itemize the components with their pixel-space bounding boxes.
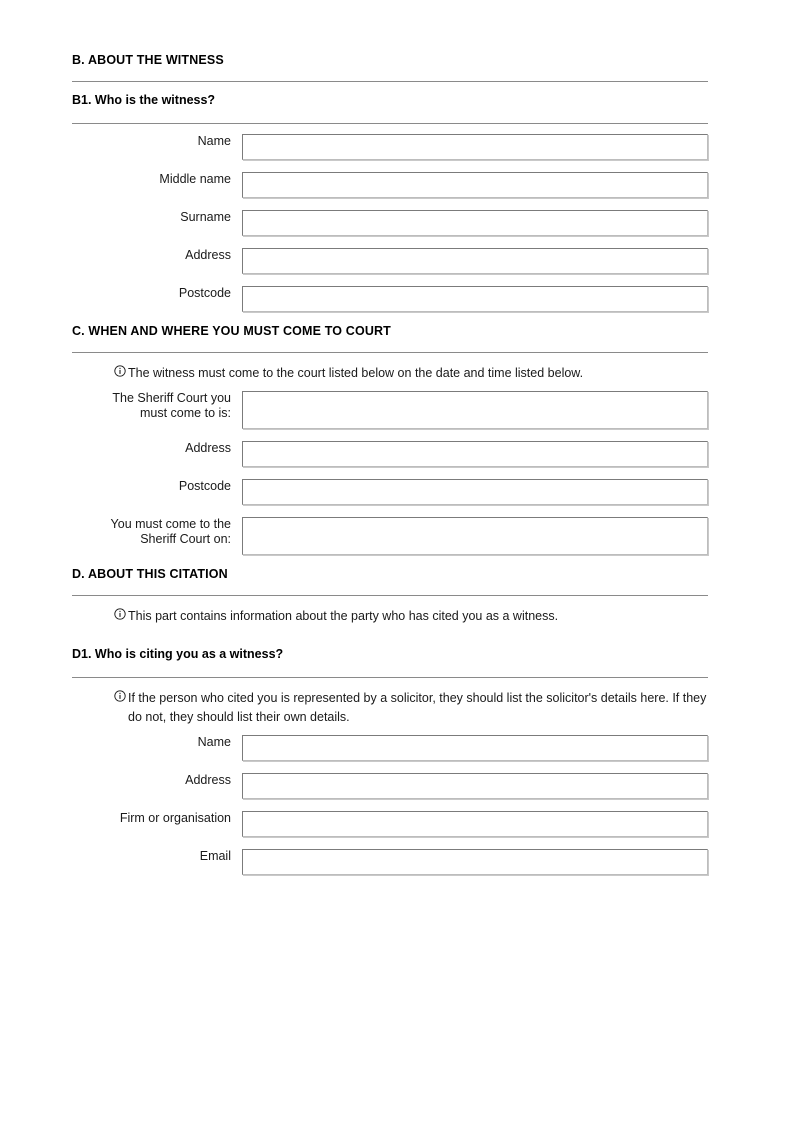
field-label-sheriff-court-line1: The Sheriff Court you	[112, 391, 231, 405]
subsection-heading-d1: D1. Who is citing you as a witness?	[72, 647, 284, 661]
info-note-solicitor-details	[72, 688, 708, 729]
witness-name-input[interactable]	[242, 134, 708, 160]
info-circle-icon	[114, 690, 126, 702]
court-postcode-input[interactable]	[242, 479, 708, 505]
section-heading-b: B. ABOUT THE WITNESS	[72, 53, 224, 67]
witness-address-input[interactable]	[242, 248, 708, 274]
court-date-input[interactable]	[242, 517, 708, 555]
info-circle-icon	[114, 365, 126, 377]
field-label-citer-firm: Firm or organisation	[119, 811, 231, 825]
field-row-witness-address	[72, 248, 708, 274]
divider-below-section-b	[72, 81, 708, 82]
document-content	[72, 0, 708, 875]
info-note-citation	[72, 606, 708, 628]
field-row-citer-firm	[72, 811, 708, 837]
field-label-citer-name: Name	[197, 735, 231, 749]
field-label-court-postcode: Postcode	[178, 479, 231, 493]
witness-surname-input[interactable]	[242, 210, 708, 236]
info-note-text: The witness must come to the court listed below on the date and time listed below.	[128, 366, 584, 380]
info-note-text: This part contains information about the party who has cited you as a witness.	[128, 609, 559, 623]
info-note-court-attendance	[72, 363, 708, 385]
sheriff-court-input[interactable]	[242, 391, 708, 429]
section-heading-c: C. WHEN AND WHERE YOU MUST COME TO COURT	[72, 324, 391, 338]
citer-name-input[interactable]	[242, 735, 708, 761]
field-label-sheriff-court-line2: must come to is:	[140, 406, 231, 420]
field-label-court-address: Address	[185, 441, 231, 455]
citer-email-input[interactable]	[242, 849, 708, 875]
field-row-sheriff-court	[72, 391, 708, 429]
field-row-witness-postcode	[72, 286, 708, 312]
field-label-witness-name: Name	[197, 134, 231, 148]
field-row-witness-surname	[72, 210, 708, 236]
field-label-witness-surname: Surname	[180, 210, 231, 224]
field-row-court-postcode	[72, 479, 708, 505]
spacer	[72, 628, 708, 646]
field-label-sheriff-court	[72, 391, 242, 421]
field-row-citer-email	[72, 849, 708, 875]
citer-firm-input[interactable]	[242, 811, 708, 837]
citer-address-input[interactable]	[242, 773, 708, 799]
subsection-heading-b1: B1. Who is the witness?	[72, 93, 216, 107]
field-label-citer-email: Email	[199, 849, 231, 863]
field-label-witness-postcode: Postcode	[178, 286, 231, 300]
divider-below-d1	[72, 677, 708, 678]
field-row-court-date	[72, 517, 708, 555]
info-circle-icon	[114, 608, 126, 620]
field-row-citer-name	[72, 735, 708, 761]
field-label-citer-address: Address	[185, 773, 231, 787]
field-label-witness-address: Address	[185, 248, 231, 262]
field-label-court-date	[72, 517, 242, 547]
field-row-witness-name	[72, 134, 708, 160]
field-label-court-date-line2: Sheriff Court on:	[140, 532, 231, 546]
field-row-court-address	[72, 441, 708, 467]
witness-middle-name-input[interactable]	[242, 172, 708, 198]
field-row-citer-address	[72, 773, 708, 799]
divider-below-b1	[72, 123, 708, 124]
field-label-witness-middle-name: Middle name	[159, 172, 231, 186]
court-address-input[interactable]	[242, 441, 708, 467]
divider-below-section-d	[72, 595, 708, 596]
section-heading-d: D. ABOUT THIS CITATION	[72, 567, 228, 581]
field-row-witness-middle-name	[72, 172, 708, 198]
info-note-text: If the person who cited you is represented by a solicitor, they should list the solicitor's details here. If they do not, they should list their own details.	[128, 691, 707, 724]
witness-postcode-input[interactable]	[242, 286, 708, 312]
field-label-court-date-line1: You must come to the	[110, 517, 231, 531]
divider-below-section-c	[72, 352, 708, 353]
